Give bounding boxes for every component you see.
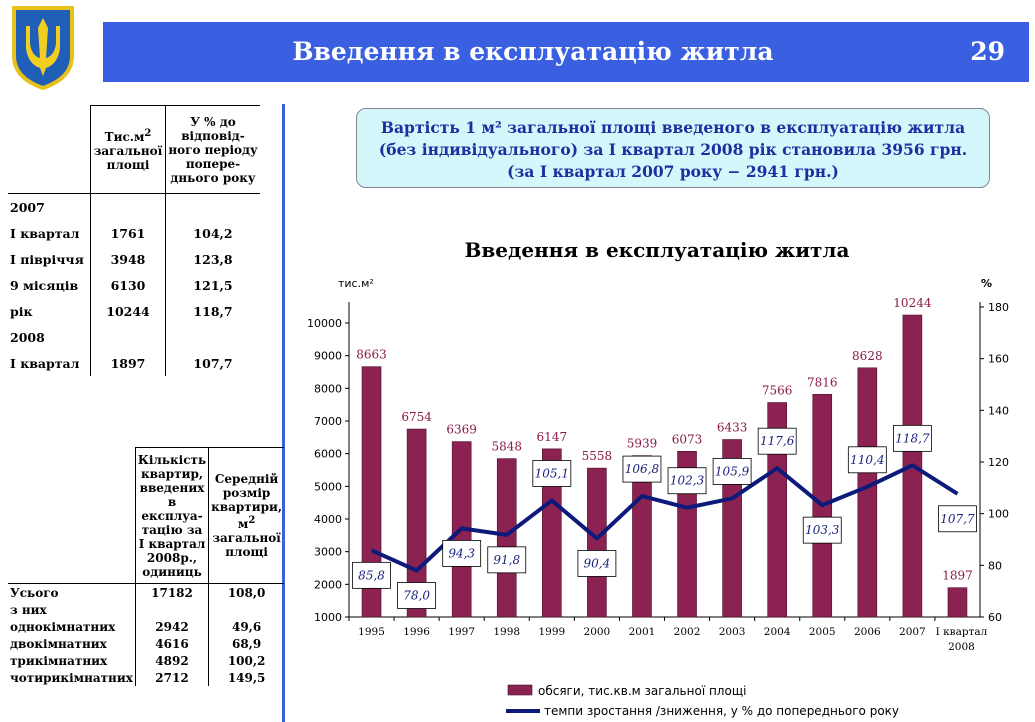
cost-note-box [356,108,990,188]
table1-cell-label: І квартал [10,225,80,241]
left-tick-label: 2000 [314,578,342,592]
table2-cell-label: трикімнатних [10,653,108,668]
rate-label: 117,6 [759,434,795,449]
x-tick-label: 2003 [718,626,746,638]
rate-label: 91,8 [493,552,521,567]
bar-value-label: 8628 [852,348,883,363]
right-axis-unit: % [981,277,993,290]
table2-cell-label: Усього [10,585,59,600]
table2-cell-v1: 4616 [135,635,208,652]
right-tick-label: 180 [988,301,1009,314]
table2-header-count: Кількість квартир, введених в експлуа-тацію за І квартал 2008р., одиниць [135,448,208,584]
apartments-table [8,447,284,686]
bar-value-label: 6433 [716,420,748,435]
table1-cell-label: І квартал [10,355,80,371]
legend-bar-swatch [508,685,532,695]
table1-cell-label: 2007 [10,199,45,215]
table2-cell-label: чотирикімнатних [10,670,133,685]
bar-value-label: 6754 [401,410,432,425]
table1-header-area: $Тис.м^2$ загальної площі [91,106,166,194]
plot-area [307,277,1009,718]
header-bar [103,22,1029,82]
x-tick-label: 1999 [538,626,566,638]
table2-cell-v1: 17182 [135,584,208,602]
table1-cell-label: І півріччя [10,251,84,267]
legend-line-label: темпи зростання /зниження, у % до попереднього року [544,704,900,718]
bar [948,588,967,617]
table1-cell-v2: 104,2 [166,220,261,246]
bar [858,368,877,617]
table2-cell-label: однокімнатних [10,619,116,634]
rate-label: 118,7 [895,431,930,446]
table1-row [8,194,260,221]
table2-cell-v1: 2942 [135,618,208,635]
rate-label: 90,4 [583,556,611,571]
note-line-1: Вартість 1 м² загальної площі введеного в експлуатацію житла [380,118,966,137]
table2-cell-v2: 108,0 [209,584,284,602]
table2-cell-v2: 100,2 [209,652,284,669]
table2-row [8,635,284,652]
table1-cell-v2: 118,7 [166,298,261,324]
table1-cell-v1: 1761 [91,220,166,246]
table1-row [8,350,260,376]
bar-value-label: 6073 [671,432,703,447]
x-tick-label: 1998 [493,626,521,638]
rate-label: 107,7 [940,511,975,526]
table1-cell-v1 [91,194,166,221]
left-tick-label: 6000 [314,447,342,461]
page-title: Введення в експлуатацію житла [292,37,774,66]
table2-body [8,584,284,687]
left-tick-label: 8000 [314,382,342,396]
table1-body [8,194,260,377]
right-tick-label: 80 [988,559,1002,573]
rate-label: 106,8 [624,462,660,477]
rate-label: 110,4 [850,452,885,467]
table1-header-percent: У % до відповід-ного періоду попере-днього року [166,106,261,194]
chart-title: Введення в експлуатацію житла [464,238,850,262]
table2-cell-label: двокімнатних [10,636,107,651]
x-tick-label: 2004 [763,626,791,638]
table2-cell-v2: 149,5 [209,669,284,686]
bar-value-label: 5939 [626,436,658,451]
table1-cell-v1: 10244 [91,298,166,324]
page-number: 29 [970,37,1005,66]
rate-label: 94,3 [448,546,476,561]
x-tick-label: 1995 [358,626,385,638]
table1-row [8,246,260,272]
table1-cell-v1 [91,324,166,350]
table2-cell-v1: 2712 [135,669,208,686]
rate-label: 105,9 [714,464,750,479]
left-tick-label: 9000 [314,349,342,363]
x-tick-label: 1996 [403,626,430,638]
left-tick-label: 7000 [314,415,342,428]
x-tick-label: 2002 [673,626,701,638]
table2-corner [8,448,135,584]
table2-cell-v1 [135,601,208,618]
table1-cell-label: рік [10,303,33,319]
table2-row [8,584,284,602]
x-tick-label: 1997 [448,626,476,638]
table1-cell-label: 2008 [10,329,45,345]
table2-row [8,601,284,618]
bar-value-label: 5558 [581,449,613,464]
bar-value-label: 1897 [942,568,973,583]
coat-of-arms-emblem [10,4,76,90]
bar-value-label: 6147 [536,429,568,444]
table1-cell-v2: 123,8 [166,246,261,272]
x-tick-label: 2006 [853,626,881,638]
table1-cell-v2: 107,7 [166,350,261,376]
bar-value-label: 8663 [356,347,387,362]
x-tick-label: І квартал [935,626,988,638]
left-tick-label: 5000 [314,480,342,494]
x-tick-label: 2000 [583,626,611,638]
x-tick-label: 2005 [808,626,836,638]
table2-cell-v2: 68,9 [209,635,284,652]
bar [497,459,516,617]
rate-label: 85,8 [358,568,385,583]
note-line-2: (без індивідуального) за І квартал 2008 рік становила 3956 грн. [378,140,968,159]
table2-cell-v2 [209,601,284,618]
table1-cell-v2 [166,194,261,221]
table2-header-size: Середній розмір квартири, $м^2$ загальної площі [209,448,284,584]
left-tick-label: 10000 [307,317,342,330]
table1-cell-label: 9 місяців [10,277,79,293]
x-tick-label: 2001 [628,626,656,638]
rate-label: 105,1 [534,466,570,481]
bar-value-label: 10244 [893,296,932,311]
right-tick-label: 140 [988,404,1009,418]
bar-value-label: 5848 [491,439,523,454]
table2-row [8,618,284,635]
right-tick-label: 100 [988,507,1009,521]
left-tick-label: 4000 [314,513,342,526]
bar-value-label: 6369 [446,422,477,437]
right-tick-label: 160 [988,352,1009,366]
table2-row [8,652,284,669]
table1-corner [8,106,91,194]
table1-row [8,272,260,298]
left-axis-unit: тис.м² [338,277,374,290]
bar [587,468,606,617]
housing-chart [300,265,1020,722]
table1-cell-v1: 6130 [91,272,166,298]
note-line-3: (за І квартал 2007 року − 2941 грн.) [507,162,839,181]
bar-value-label: 7566 [761,383,793,398]
x-tick-label-year: 2008 [948,641,975,653]
left-tick-label: 3000 [314,545,342,559]
table2-cell-v1: 4892 [135,652,208,669]
left-tick-label: 1000 [314,611,342,624]
rate-label: 78,0 [403,588,430,603]
x-tick-label: 2007 [899,626,926,638]
table1-row [8,220,260,246]
table1-cell-v2 [166,324,261,350]
legend-bar-label: обсяги, тис.кв.м загальної площі [538,684,747,698]
table1-row [8,298,260,324]
right-tick-label: 60 [988,611,1002,624]
table2-row [8,669,284,686]
table1-cell-v1: 3948 [91,246,166,272]
table2-cell-v2: 49,6 [209,618,284,635]
housing-area-table [8,105,260,376]
table1-cell-v1: 1897 [91,350,166,376]
rate-label: 103,3 [805,523,840,538]
table2-cell-label: з них [10,602,47,617]
table1-cell-v2: 121,5 [166,272,261,298]
table1-row [8,324,260,350]
rate-label: 102,3 [669,473,705,488]
bar-value-label: 7816 [806,375,838,390]
right-tick-label: 120 [988,456,1009,469]
